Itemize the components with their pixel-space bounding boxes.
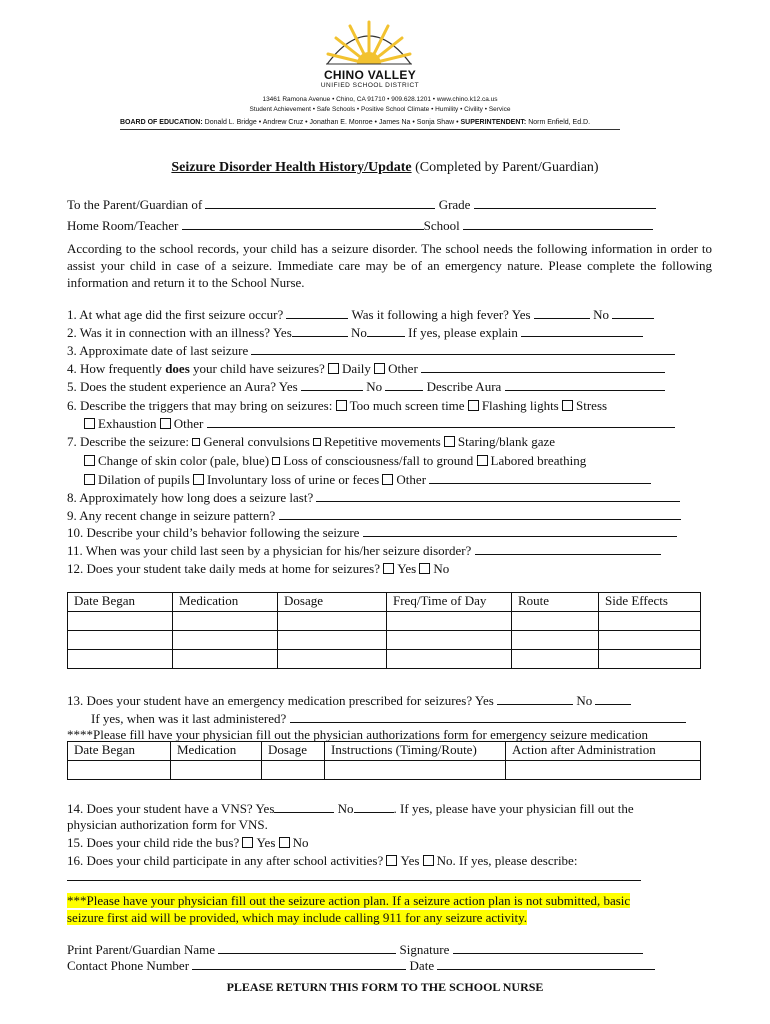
question-11 xyxy=(67,543,661,559)
q14-no-label: No xyxy=(337,801,354,816)
q16-yes-checkbox[interactable] xyxy=(386,855,397,866)
q8-duration-field[interactable] xyxy=(316,490,680,502)
q12-no-checkbox[interactable] xyxy=(419,563,430,574)
q7-consciousness-label: Loss of consciousness/fall to ground xyxy=(283,453,474,468)
table-header-row xyxy=(68,593,701,612)
q7-breathing-label: Labored breathing xyxy=(490,453,587,468)
district-name: CHINO VALLEY xyxy=(323,68,417,82)
table-header-cell: Dosage xyxy=(262,742,325,761)
q6-other-checkbox[interactable] xyxy=(160,418,171,429)
table-cell[interactable] xyxy=(173,650,278,669)
district-subtitle: UNIFIED SCHOOL DISTRICT xyxy=(320,82,420,89)
table-header-cell: Action after Administration xyxy=(506,742,701,761)
district-pillars: Student Achievement • Safe Schools • Positive School Climate • Humility • Civility • Service xyxy=(249,106,511,113)
print-name-label: Print Parent/Guardian Name xyxy=(67,942,216,957)
q6-other-label: Other xyxy=(173,416,204,431)
table-cell[interactable] xyxy=(599,612,701,631)
parent-label: To the Parent/Guardian of xyxy=(67,197,203,212)
q2-no-field[interactable] xyxy=(367,325,405,337)
q2-yes-field[interactable] xyxy=(292,325,348,337)
q5-no-field[interactable] xyxy=(385,379,423,391)
question-14 xyxy=(67,801,634,817)
q7-convulsions-checkbox[interactable] xyxy=(192,438,200,446)
q4-daily-checkbox[interactable] xyxy=(328,363,339,374)
table-cell[interactable] xyxy=(171,761,262,780)
table-header-cell: Medication xyxy=(173,593,278,612)
table-header-cell: Dosage xyxy=(278,593,387,612)
question-9 xyxy=(67,508,681,524)
q11-physician-field[interactable] xyxy=(475,543,661,555)
daily-meds-table xyxy=(67,592,701,669)
q13-last-admin-label: If yes, when was it last administered? xyxy=(91,711,287,726)
q13-no-label: No xyxy=(576,693,593,708)
q5-aura-label: 5. Does the student experience an Aura? Yes xyxy=(67,379,298,394)
form-title-sub: (Completed by Parent/Guardian) xyxy=(411,160,599,175)
q7-other-field[interactable] xyxy=(429,472,651,484)
q4-label-c: your child have seizures? xyxy=(189,361,325,376)
q4-other-field[interactable] xyxy=(421,361,665,373)
table-header-cell: Date Began xyxy=(68,593,173,612)
letterhead-divider xyxy=(120,129,620,130)
q16-no-label: No. xyxy=(436,853,456,868)
table-header-cell: Freq/Time of Day xyxy=(387,593,512,612)
question-13-cont xyxy=(91,711,686,727)
parent-name-field[interactable] xyxy=(205,197,435,209)
q9-label: 9. Any recent change in seizure pattern? xyxy=(67,508,276,523)
board-label: BOARD OF EDUCATION: xyxy=(120,119,203,126)
date-field[interactable] xyxy=(437,958,655,970)
q10-behavior-field[interactable] xyxy=(363,525,677,537)
q15-label: 15. Does your child ride the bus? xyxy=(67,835,240,850)
question-4 xyxy=(67,361,665,377)
phone-label: Contact Phone Number xyxy=(67,958,190,973)
q4-other-label: Other xyxy=(388,361,418,376)
table-header-cell: Side Effects xyxy=(599,593,701,612)
q7-repetitive-label: Repetitive movements xyxy=(324,434,441,449)
q4-label-a: 4. How frequently xyxy=(67,361,166,376)
question-5 xyxy=(67,379,665,395)
table-row xyxy=(68,761,701,780)
q1-age-field[interactable] xyxy=(286,307,348,319)
return-instruction: PLEASE RETURN THIS FORM TO THE SCHOOL NURSE xyxy=(226,980,544,994)
q2-illness-label: 2. Was it in connection with an illness? Yes xyxy=(67,325,292,340)
phone-field[interactable] xyxy=(192,958,406,970)
table-header-cell: Medication xyxy=(171,742,262,761)
question-2 xyxy=(67,325,643,341)
question-10 xyxy=(67,525,677,541)
homeroom-label: Home Room/Teacher xyxy=(67,218,179,233)
table-cell[interactable] xyxy=(599,650,701,669)
q1-age-label: 1. At what age did the first seizure occur? xyxy=(67,307,284,322)
grade-label: Grade xyxy=(438,197,471,212)
action-plan-notice-line-2 xyxy=(67,910,527,926)
table-cell[interactable] xyxy=(599,631,701,650)
table-cell[interactable] xyxy=(173,612,278,631)
q1-fever-no-field[interactable] xyxy=(612,307,654,319)
q5-no-label: No xyxy=(366,379,383,394)
table-row xyxy=(68,650,701,669)
school-field[interactable] xyxy=(463,218,653,230)
q14-no-field[interactable] xyxy=(354,801,394,813)
question-7-cont2 xyxy=(84,472,651,488)
table-cell[interactable] xyxy=(387,650,512,669)
question-7 xyxy=(67,434,555,450)
q12-no-label: No xyxy=(433,561,450,576)
q16-describe-label: If yes, please describe: xyxy=(459,853,578,868)
school-label: School xyxy=(423,218,460,233)
q6-label: 6. Describe the triggers that may bring on seizures: xyxy=(67,398,333,413)
q6-screen-time-label: Too much screen time xyxy=(349,398,465,413)
table-cell[interactable] xyxy=(387,612,512,631)
table-header-cell: Instructions (Timing/Route) xyxy=(325,742,506,761)
q5-describe-label: Describe Aura xyxy=(426,379,502,394)
q12-label: 12. Does your student take daily meds at home for seizures? xyxy=(67,561,380,576)
q2-no-label: No xyxy=(351,325,367,340)
q7-incontinence-checkbox[interactable] xyxy=(193,474,204,485)
q13-last-admin-field[interactable] xyxy=(290,711,686,723)
q7-repetitive-checkbox[interactable] xyxy=(313,438,321,446)
q12-yes-checkbox[interactable] xyxy=(383,563,394,574)
q7-breathing-checkbox[interactable] xyxy=(477,455,488,466)
q7-staring-checkbox[interactable] xyxy=(444,436,455,447)
q6-other-field[interactable] xyxy=(207,416,675,428)
q14-label: 14. Does your student have a VNS? Yes xyxy=(67,801,275,816)
table-header-cell: Date Began xyxy=(68,742,171,761)
emergency-meds-table xyxy=(67,741,701,780)
q14-instruction: . If yes, please have your physician fill out the xyxy=(393,801,634,816)
q4-label-bold: does xyxy=(165,361,190,376)
table-cell[interactable] xyxy=(68,612,173,631)
superintendent-name: Norm Enfield, Ed.D. xyxy=(528,119,591,126)
signature-row-1 xyxy=(67,942,643,958)
q7-skin-color-label: Change of skin color (pale, blue) xyxy=(98,453,270,468)
homeroom-field[interactable] xyxy=(182,218,424,230)
q4-other-checkbox[interactable] xyxy=(374,363,385,374)
q6-stress-label: Stress xyxy=(576,398,608,413)
q3-label: 3. Approximate date of last seizure xyxy=(67,343,249,358)
q16-yes-label: Yes xyxy=(400,853,420,868)
question-8 xyxy=(67,490,680,506)
q3-date-field[interactable] xyxy=(251,343,675,355)
q6-screen-time-checkbox[interactable] xyxy=(336,400,347,411)
q6-flashing-lights-label: Flashing lights xyxy=(481,398,559,413)
q7-skin-color-checkbox[interactable] xyxy=(84,455,95,466)
table-cell[interactable] xyxy=(278,650,387,669)
form-title xyxy=(0,160,770,176)
parent-row xyxy=(67,197,656,213)
table-cell[interactable] xyxy=(512,612,599,631)
q7-consciousness-checkbox[interactable] xyxy=(272,457,280,465)
date-label: Date xyxy=(409,958,435,973)
q7-pupils-checkbox[interactable] xyxy=(84,474,95,485)
q16-describe-field[interactable] xyxy=(67,869,641,881)
q15-yes-label: Yes xyxy=(256,835,276,850)
question-12 xyxy=(67,561,449,577)
q15-no-label: No xyxy=(292,835,309,850)
table-cell[interactable] xyxy=(387,631,512,650)
table-row xyxy=(68,631,701,650)
table-row xyxy=(68,612,701,631)
table-header-row xyxy=(68,742,701,761)
q16-no-checkbox[interactable] xyxy=(423,855,434,866)
q10-label: 10. Describe your child’s behavior following the seizure xyxy=(67,525,360,540)
table-cell[interactable] xyxy=(173,631,278,650)
q8-label: 8. Approximately how long does a seizure last? xyxy=(67,490,314,505)
table-cell[interactable] xyxy=(512,631,599,650)
q5-describe-field[interactable] xyxy=(505,379,665,391)
table-cell[interactable] xyxy=(68,650,173,669)
signature-label: Signature xyxy=(399,942,450,957)
board-members: Donald L. Bridge • Andrew Cruz • Jonathan E. Monroe • James Na • Sonja Shaw • xyxy=(204,119,459,126)
homeroom-row xyxy=(67,218,653,234)
q13-label: 13. Does your student have an emergency medication prescribed for seizures? Yes xyxy=(67,693,494,708)
q6-stress-checkbox[interactable] xyxy=(562,400,573,411)
q6-flashing-lights-checkbox[interactable] xyxy=(468,400,479,411)
q15-yes-checkbox[interactable] xyxy=(242,837,253,848)
q7-convulsions-label: General convulsions xyxy=(203,434,310,449)
q9-pattern-field[interactable] xyxy=(279,508,681,520)
q4-daily-label: Daily xyxy=(342,361,371,376)
table-cell[interactable] xyxy=(68,631,173,650)
question-3 xyxy=(67,343,675,359)
q15-no-checkbox[interactable] xyxy=(279,837,290,848)
question-6 xyxy=(67,398,607,414)
q2-explain-field[interactable] xyxy=(521,325,643,337)
q16-label: 16. Does your child participate in any after school activities? xyxy=(67,853,384,868)
q1-no-label: No xyxy=(593,307,610,322)
table-cell[interactable] xyxy=(278,612,387,631)
q7-other-checkbox[interactable] xyxy=(382,474,393,485)
q11-label: 11. When was your child last seen by a physician for his/her seizure disorder? xyxy=(67,543,472,558)
question-16 xyxy=(67,853,577,869)
q7-staring-label: Staring/blank gaze xyxy=(457,434,556,449)
q12-yes-label: Yes xyxy=(397,561,417,576)
table-cell[interactable] xyxy=(325,761,506,780)
intro-paragraph: According to the school records, your child has a seizure disorder. The school needs the following information in order to assist your child in case of a seizure. Immediate care may be of an emergency nature. Please complete the following information and return it to the School Nurse. xyxy=(67,241,712,290)
q7-incontinence-label: Involuntary loss of urine or feces xyxy=(206,472,380,487)
q16-answer-line xyxy=(67,869,641,885)
question-7-cont1 xyxy=(84,453,586,469)
form-title-main: Seizure Disorder Health History/Update xyxy=(171,160,412,175)
question-13 xyxy=(67,693,631,709)
action-plan-notice-line-1 xyxy=(67,893,630,909)
table-header-cell: Route xyxy=(512,593,599,612)
q14-yes-field[interactable] xyxy=(274,801,334,813)
grade-field[interactable] xyxy=(474,197,656,209)
superintendent-label: SUPERINTENDENT: xyxy=(460,119,527,126)
district-logo xyxy=(318,12,420,72)
q7-label: 7. Describe the seizure: xyxy=(67,434,190,449)
table-cell[interactable] xyxy=(512,650,599,669)
question-1 xyxy=(67,307,654,323)
q1-fever-yes-field[interactable] xyxy=(534,307,590,319)
q7-pupils-label: Dilation of pupils xyxy=(98,472,190,487)
print-name-field[interactable] xyxy=(218,942,396,954)
question-15 xyxy=(67,835,309,851)
action-plan-notice-text-2: seizure first aid will be provided, which may include calling 911 for any seizure activity. xyxy=(67,910,528,925)
question-6-cont xyxy=(84,416,675,432)
q6-exhaustion-checkbox[interactable] xyxy=(84,418,95,429)
q14-cont: physician authorization form for VNS. xyxy=(67,817,268,832)
q2-explain-label: If yes, please explain xyxy=(408,325,518,340)
table-cell[interactable] xyxy=(68,761,171,780)
q7-other-label: Other xyxy=(396,472,427,487)
table-cell[interactable] xyxy=(278,631,387,650)
q13-yes-field[interactable] xyxy=(497,693,573,705)
signature-row-2 xyxy=(67,958,655,974)
table-cell[interactable] xyxy=(506,761,701,780)
district-address: 13461 Ramona Avenue • Chino, CA 91710 • 909.628.1201 • www.chino.k12.ca.us xyxy=(262,96,498,103)
q1-fever-label: Was it following a high fever? Yes xyxy=(351,307,531,322)
action-plan-notice-text-1: ***Please have your physician fill out the seizure action plan. If a seizure action plan is not submitted, basic xyxy=(67,893,631,908)
table-cell[interactable] xyxy=(262,761,325,780)
q6-exhaustion-label: Exhaustion xyxy=(98,416,157,431)
q13-note: ****Please fill have your physician fill out the physician authorizations form for emergency seizure medication xyxy=(67,727,648,742)
board-line xyxy=(120,119,620,126)
signature-field[interactable] xyxy=(453,942,643,954)
q5-yes-field[interactable] xyxy=(301,379,363,391)
q13-no-field[interactable] xyxy=(595,693,631,705)
